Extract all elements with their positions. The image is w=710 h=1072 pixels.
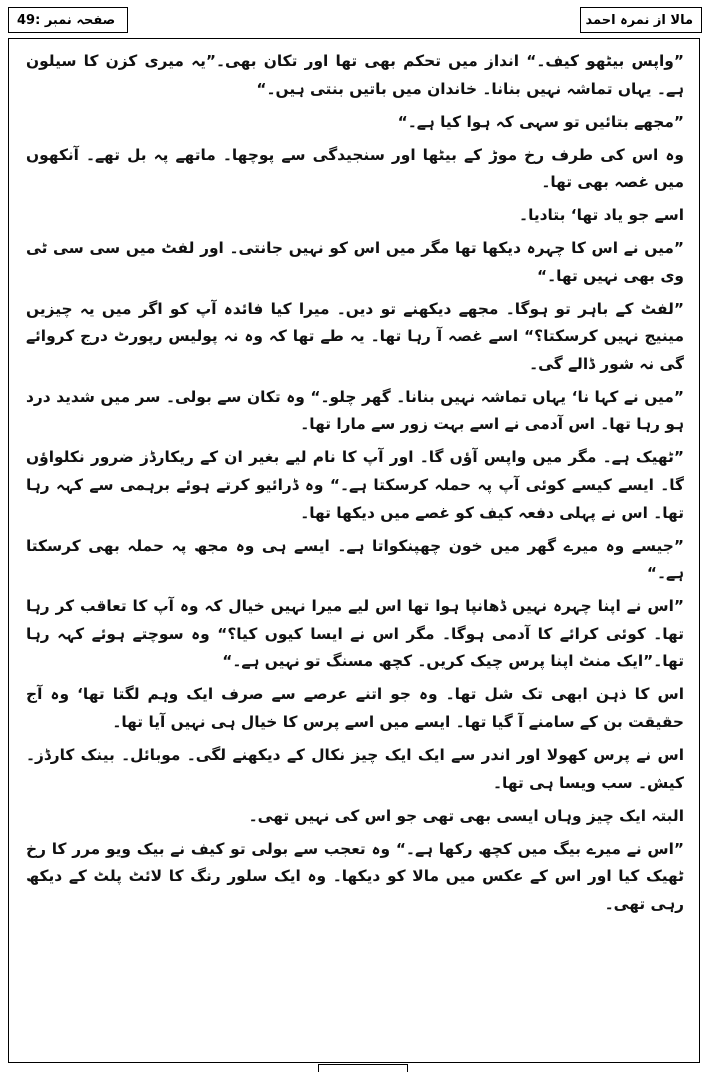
paragraph: اس نے پرس کھولا اور اندر سے ایک ایک چیز نکال کے دیکھنے لگی۔ موبائل۔ بینک کارڈز۔ کیش۔ سب ویسا ہی تھا۔: [26, 745, 684, 792]
paragraph: ”اس نے اپنا چہرہ نہیں ڈھانپا ہوا تھا اس لیے میرا نہیں خیال کہ وہ آپ کا تعاقب کر رہا تھا۔ کوئی کرائے کا آدمی ہوگا۔ مگر اس نے ایسا کیوں کیا؟“ وہ سوچتے ہوئے کہہ رہا تھا۔”ایک منٹ اپنا پرس چیک کریں۔ کچھ مسنگ تو نہیں ہے۔“: [26, 597, 684, 671]
paragraph: ”مجھے بتائیں تو سہی کہ ہوا کیا ہے۔“: [397, 112, 684, 131]
paragraph: ”اس نے میرے بیگ میں کچھ رکھا ہے۔“ وہ تعجب سے بولی تو کیف نے بیک ویو مرر کا رخ ٹھیک کیا اور اس کے عکس میں مالا کو دیکھا۔ وہ ایک سلور رنگ کا لائٹ پلٹ کے دیکھ رہی تھی۔: [26, 839, 684, 913]
author-title: مالا از نمرہ احمد: [585, 12, 693, 28]
paragraph: ”میں نے اس کا چہرہ دیکھا تھا مگر میں اس کو نہیں جانتی۔ اور لفٹ میں سی سی ٹی وی بھی نہیں تھا۔“: [26, 239, 684, 285]
page-number: صفحہ نمبر :49: [17, 12, 116, 28]
page-number-box: [8, 7, 128, 33]
paragraph: ”میں نے کہا نا‘ یہاں تماشہ نہیں بنانا۔ گھر چلو۔“ وہ تکان سے بولی۔ سر میں شدید درد ہو رہا تھا۔ اس آدمی نے اسے بہت زور سے مارا تھا۔: [26, 387, 684, 434]
author-title-box: [580, 7, 702, 33]
paragraph: البتہ ایک چیز وہاں ایسی بھی تھی جو اس کی نہیں تھی۔: [248, 806, 684, 825]
paragraph: ”واپس بیٹھو کیف۔“ انداز میں تحکم بھی تھا اور تکان بھی۔”یہ میری کزن کا سیلون ہے۔ یہاں تماشہ نہیں بنانا۔ خاندان میں باتیں بنتی ہیں۔“: [26, 52, 684, 98]
story-text: [26, 48, 684, 924]
footer-tab: [318, 1064, 408, 1072]
paragraph: اسے جو یاد تھا‘ بتادیا۔: [519, 206, 684, 225]
paragraph: وہ اس کی طرف رخ موڑ کے بیٹھا اور سنجیدگی سے پوچھا۔ ماتھے پہ بل تھے۔ آنکھوں میں غصہ بھی تھا۔: [26, 145, 684, 192]
paragraph: ”ٹھیک ہے۔ مگر میں واپس آؤں گا۔ اور آپ کا نام لیے بغیر ان کے ریکارڈز ضرور نکلواؤں گا۔ ایسے کیسے کوئی آپ پہ حملہ کرسکتا ہے۔“ وہ ڈرائیو کرتے ہوئے برہمی سے کہہ رہا تھا۔ اس نے پہلی دفعہ کیف کو غصے میں دیکھا تھا۔: [26, 448, 684, 522]
paragraph: اس کا ذہن ابھی تک شل تھا۔ وہ جو اتنے عرصے سے صرف ایک وہم لگتا تھا‘ وہ آج حقیقت بن کے سامنے آ گیا تھا۔ ایسے میں اسے پرس کا خیال ہی نہیں آیا تھا۔: [26, 685, 684, 731]
paragraph: ”لفٹ کے باہر تو ہوگا۔ مجھے دیکھنے تو دیں۔ میرا کیا فائدہ آپ کو اگر میں یہ چیزیں مینیج نہیں کرسکتا؟“ اسے غصہ آ رہا تھا۔ یہ طے تھا کہ وہ نہ پولیس رپورٹ درج کروائے گی نہ شور ڈالے گی۔: [26, 299, 684, 373]
paragraph: ”جیسے وہ میرے گھر میں خون چھپنکواتا ہے۔ ایسے ہی وہ مجھ پہ حملہ بھی کرسکتا ہے۔“: [26, 536, 684, 583]
